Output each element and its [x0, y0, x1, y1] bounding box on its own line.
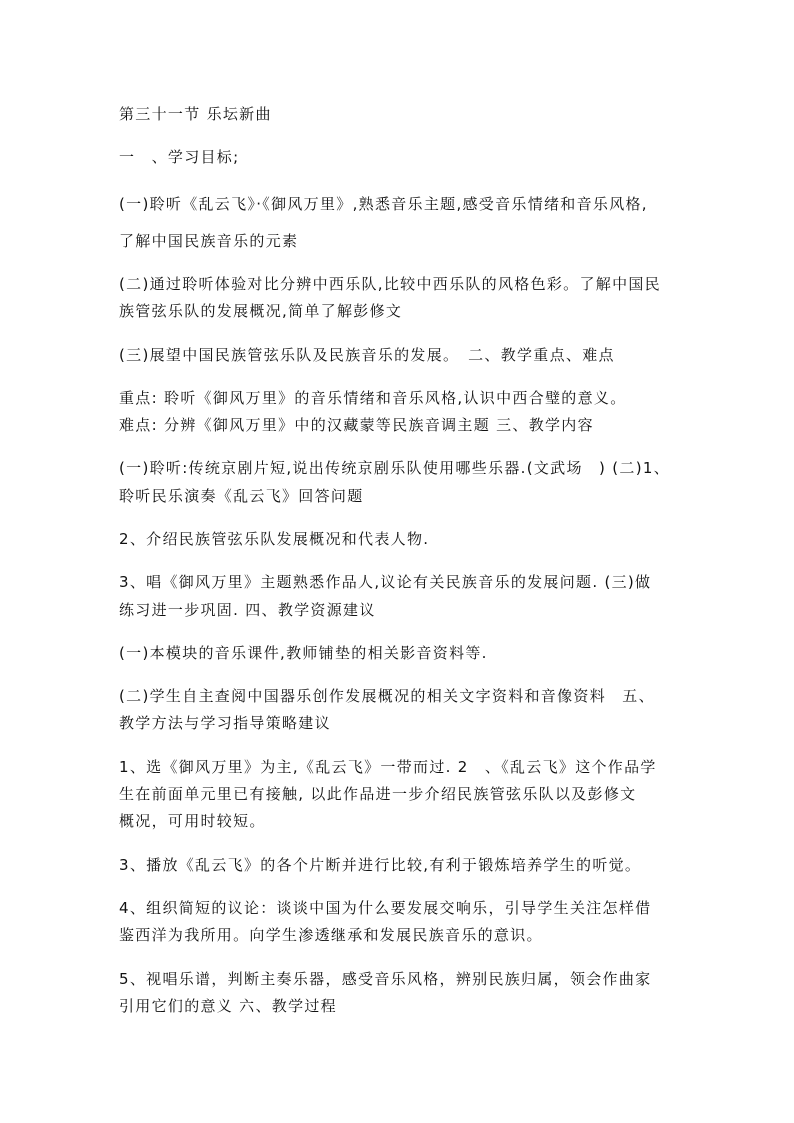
text-line: 3、播放《乱云飞》的各个片断并进行比较,有利于锻炼培养学生的听觉。	[119, 856, 642, 874]
text-line: 了解中国民族音乐的元素	[119, 232, 299, 250]
text-line: (二)学生自主查阅中国器乐创作发展概况的相关文字资料和音像资料 五、	[119, 687, 655, 705]
text-line: 1、选《御风万里》为主,《乱云飞》一带而过. 2 、《乱云飞》这个作品学	[119, 758, 657, 776]
text-line: (一)聆听《乱云飞》·《御风万里》,熟悉音乐主题,感受音乐情绪和音乐风格,	[119, 195, 648, 213]
text-line: 聆听民乐演奏《乱云飞》回答问题	[119, 487, 364, 505]
text-line: (一)聆听:传统京剧片短,说出传统京剧乐队使用哪些乐器.(文武场 ) (二)1、	[119, 459, 671, 477]
text-line: 教学方法与学习指导策略建议	[119, 714, 331, 732]
text-line: 难点: 分辨《御风万里》中的汉藏蒙等民族音调主题 三、教学内容	[119, 416, 594, 434]
text-line: 练习进一步巩固. 四、教学资源建议	[119, 601, 376, 619]
heading-learning-goals: 一 、学习目标;	[119, 148, 240, 166]
text-line: (三)展望中国民族管弦乐队及民族音乐的发展。 二、教学重点、难点	[119, 346, 615, 364]
text-line: 4、组织简短的议论：谈谈中国为什么要发展交响乐，引导学生关注怎样借	[119, 899, 652, 917]
text-line: 5、视唱乐谱，判断主奏乐器，感受音乐风格，辨别民族归属，领会作曲家	[119, 970, 652, 988]
text-line: 3、唱《御风万里》主题熟悉作品人,议论有关民族音乐的发展问题. (三)做	[119, 573, 652, 591]
text-line: 概况，可用时较短。	[119, 812, 266, 830]
text-line: 引用它们的意义 六、教学过程	[119, 997, 337, 1015]
text-line: 族管弦乐队的发展概况,简单了解彭修文	[119, 302, 403, 320]
section-title: 第三十一节 乐坛新曲	[119, 105, 272, 123]
text-line: 生在前面单元里已有接触, 以此作品进一步介绍民族管弦乐队以及彭修文	[119, 785, 637, 803]
text-line: (二)通过聆听体验对比分辨中西乐队,比较中西乐队的风格色彩。了解中国民	[119, 275, 661, 293]
text-line: 鉴西洋为我所用。向学生渗透继承和发展民族音乐的意识。	[119, 926, 543, 944]
text-line: 2、介绍民族管弦乐队发展概况和代表人物.	[119, 530, 430, 548]
text-line: (一)本模块的音乐课件,教师铺垫的相关影音资料等.	[119, 644, 488, 662]
text-line: 重点: 聆听《御风万里》的音乐情绪和音乐风格,认识中西合璧的意义。	[119, 389, 627, 407]
